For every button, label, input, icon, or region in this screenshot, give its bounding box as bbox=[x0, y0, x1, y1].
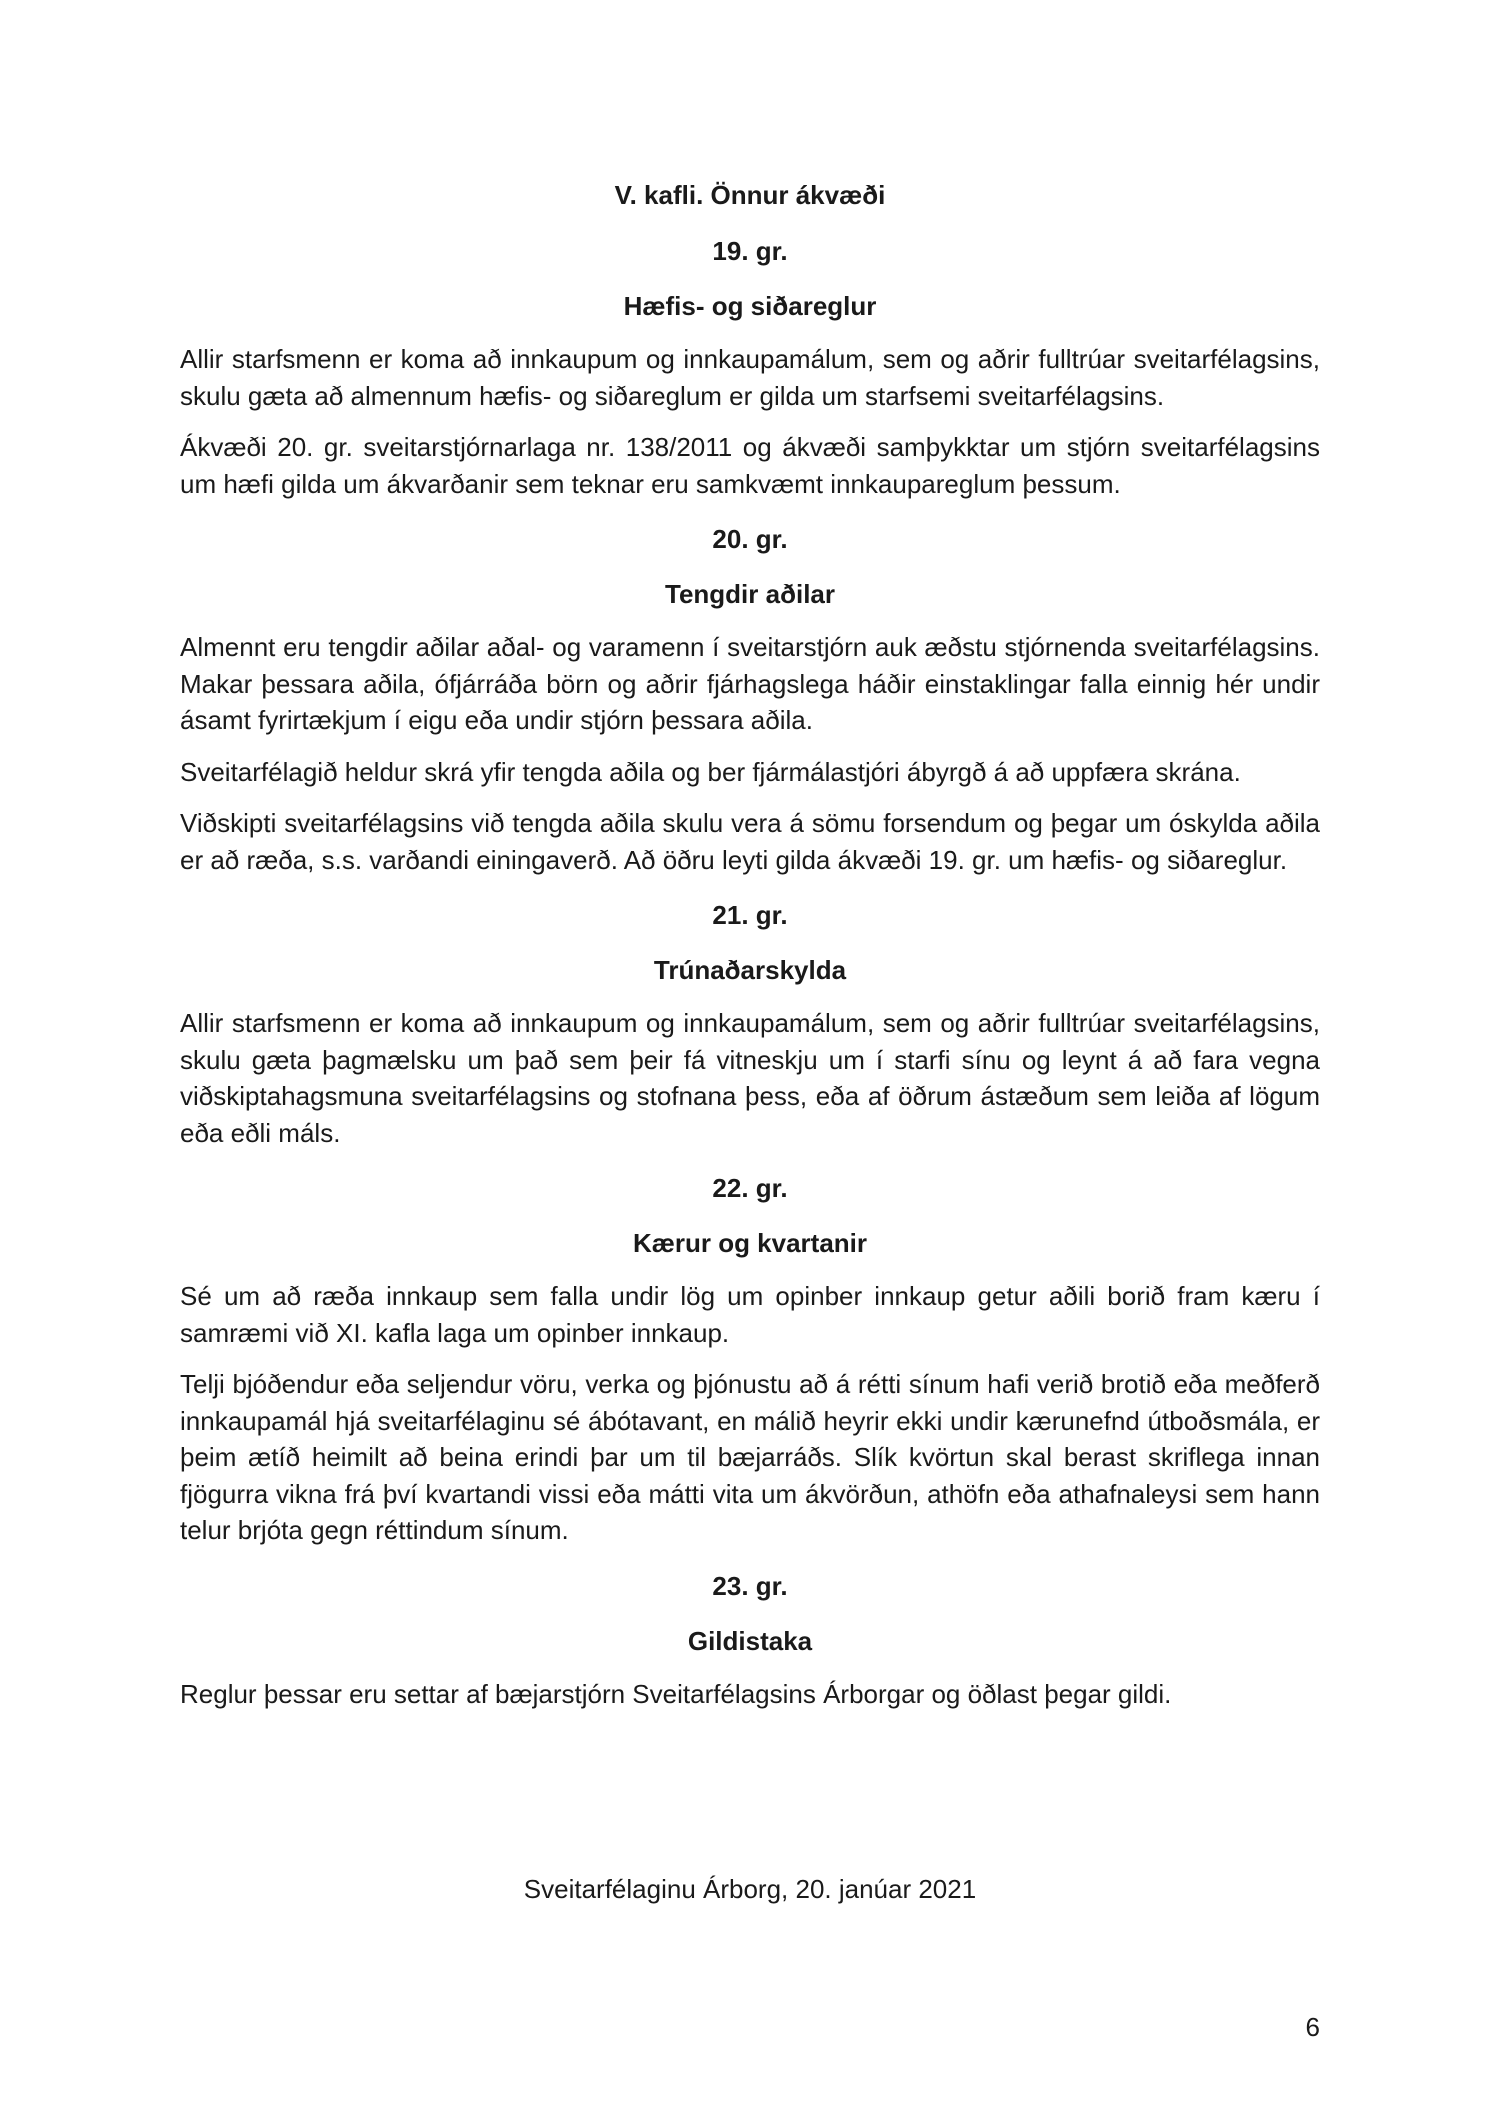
article-title: Gildistaka bbox=[687, 1625, 813, 1656]
article-title: Tengdir aðilar bbox=[665, 579, 835, 609]
paragraph: Sveitarfélagið heldur skrá yfir tengda aðila og ber fjármálastjóri ábyrgð á að uppfæra skrána. bbox=[180, 756, 1241, 787]
article-title: Trúnaðarskylda bbox=[653, 955, 847, 985]
article-title: Kærur og kvartanir bbox=[632, 1228, 868, 1258]
signature-line: Sveitarfélaginu Árborg, 20. janúar 2021 bbox=[523, 1874, 977, 1904]
chapter-title: V. kafli. Önnur ákvæði bbox=[614, 180, 886, 210]
article-number: 22. gr. bbox=[712, 1173, 788, 1203]
article-number: 19. gr. bbox=[712, 236, 788, 266]
article-number: 21. gr. bbox=[712, 900, 788, 930]
paragraph: Ákvæði 20. gr. sveitarstjórnarlaga nr. 138/2011 og ákvæði samþykktar um stjórn sveitarfélagsins um hæfi gilda um ákvarðanir sem teknar eru samkvæmt innkaupareglum þessum. bbox=[180, 432, 1320, 499]
paragraph: Allir starfsmenn er koma að innkaupum og innkaupamálum, sem og aðrir fulltrúar sveitarfélagsins, skulu gæta þagmælsku um það sem þeir fá vitneskju um í starfi sínu og leynt á að fara vegna viðskiptahagsmuna sveitarfélagsins og stofnana þess, eða af öðrum ástæðum sem leiða af lögum eða eðli máls. bbox=[180, 1008, 1320, 1148]
article-number: 20. gr. bbox=[712, 524, 788, 554]
page-number: 6 bbox=[1305, 2012, 1320, 2042]
paragraph: Reglur þessar eru settar af bæjarstjórn Sveitarfélagsins Árborgar og öðlast þegar gildi. bbox=[180, 1678, 1172, 1709]
document-body bbox=[180, 178, 1320, 1727]
paragraph: Almennt eru tengdir aðilar aðal- og varamenn í sveitarstjórn auk æðstu stjórnenda sveitarfélagsins. Makar þessara aðila, ófjárráða börn og aðrir fjárhagslega háðir einstaklingar falla einnig hér undir ásamt fyrirtækjum í eigu eða undir stjórn þessara aðila. bbox=[180, 632, 1320, 735]
paragraph: Viðskipti sveitarfélagsins við tengda aðila skulu vera á sömu forsendum og þegar um óskylda aðila er að ræða, s.s. varðandi einingaverð. Að öðru leyti gilda ákvæði 19. gr. um hæfis- og siðareglur. bbox=[180, 808, 1320, 875]
paragraph: Allir starfsmenn er koma að innkaupum og innkaupamálum, sem og aðrir fulltrúar sveitarfélagsins, skulu gæta að almennum hæfis- og siðareglum er gilda um starfsemi sveitarfélagsins. bbox=[180, 344, 1320, 411]
paragraph: Telji bjóðendur eða seljendur vöru, verka og þjónustu að á rétti sínum hafi verið brotið eða meðferð innkaupamál hjá sveitarfélaginu sé ábótavant, en málið heyrir ekki undir kærunefnd útboðsmála, er þeim ætíð heimilt að beina erindi þar um til bæjarráðs. Slík kvörtun skal berast skriflega innan fjögurra vikna frá því kvartandi vissi eða mátti vita um ákvörðun, athöfn eða athafnaleysi sem hann telur brjóta gegn réttindum sínum. bbox=[180, 1369, 1320, 1545]
article-number: 23. gr. bbox=[712, 1570, 788, 1601]
paragraph: Sé um að ræða innkaup sem falla undir lög um opinber innkaup getur aðili borið fram kæru í samræmi við XI. kafla laga um opinber innkaup. bbox=[180, 1281, 1320, 1348]
article-title: Hæfis- og siðareglur bbox=[623, 291, 877, 321]
